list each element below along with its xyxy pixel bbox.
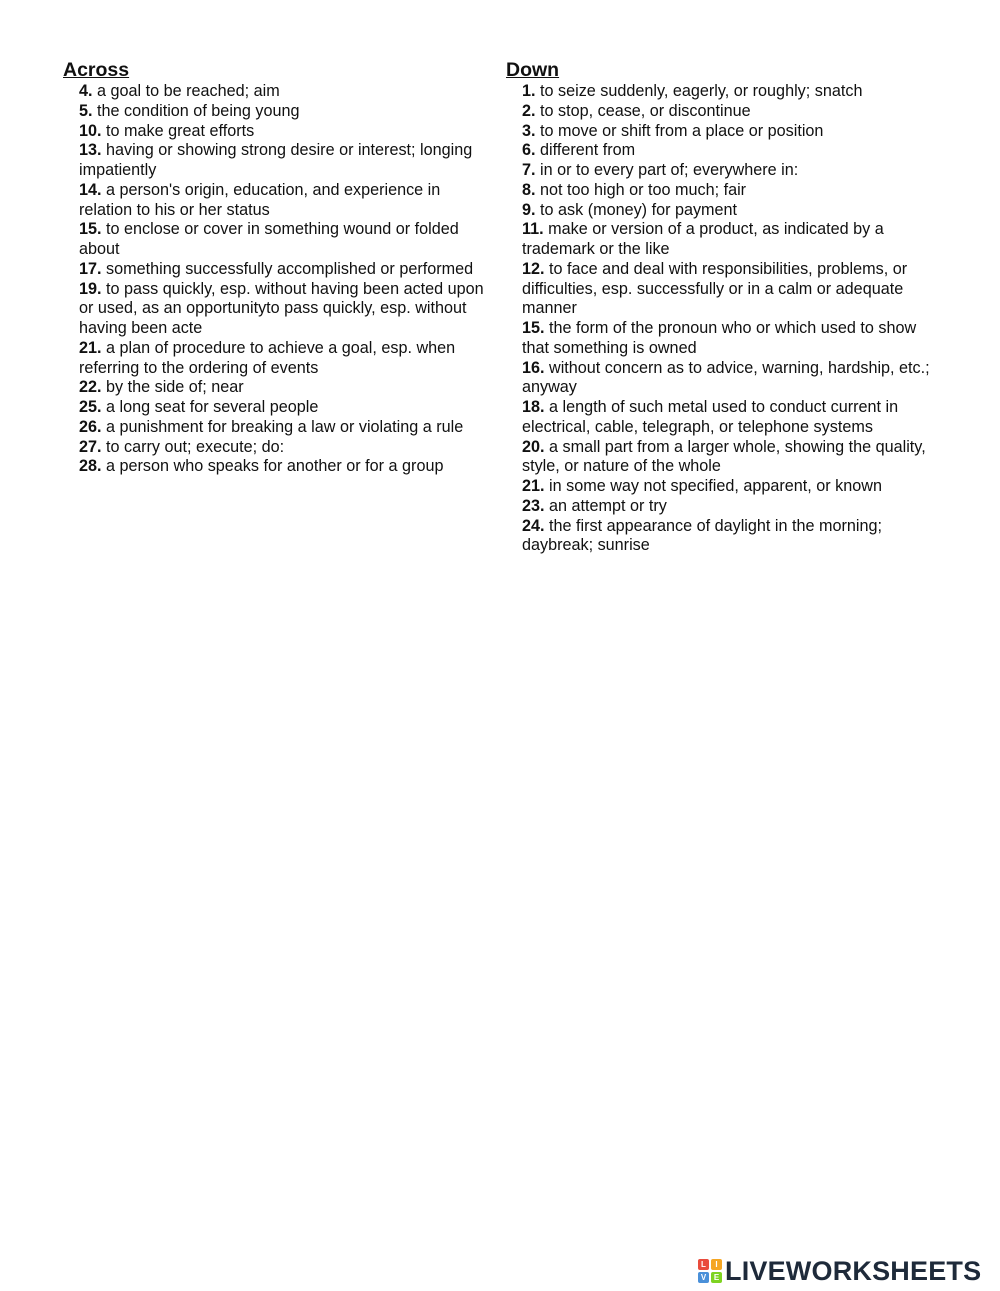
clue-text: without concern as to advice, warning, hardship, etc.; anyway [522, 358, 930, 397]
clue-number: 6. [522, 141, 536, 160]
clue-text: to move or shift from a place or position [540, 121, 824, 140]
logo-block: E [711, 1272, 722, 1283]
across-clue [79, 339, 493, 379]
across-clue [79, 122, 493, 142]
across-column [63, 58, 493, 477]
clue-number: 22. [79, 378, 102, 397]
down-clue [522, 161, 936, 181]
clue-number: 19. [79, 279, 102, 298]
logo-block: V [698, 1272, 709, 1283]
clue-text: to face and deal with responsibilities, problems, or difficulties, esp. successfully or in a calm or adequate manner [522, 259, 908, 318]
across-clue-list [63, 82, 493, 477]
clue-text: the first appearance of daylight in the morning; daybreak; sunrise [522, 516, 882, 555]
clue-number: 26. [79, 417, 102, 436]
clue-text: to seize suddenly, eagerly, or roughly; snatch [540, 82, 863, 100]
clue-number: 27. [79, 437, 102, 456]
clue-text: something successfully accomplished or performed [106, 259, 474, 278]
logo-block: I [711, 1259, 722, 1270]
liveworksheets-logo [698, 1257, 981, 1285]
clue-number: 9. [522, 200, 536, 219]
clue-text: the form of the pronoun who or which used to show that something is owned [522, 319, 917, 357]
down-clue [522, 122, 936, 142]
clue-number: 1. [522, 82, 536, 100]
clue-text: to enclose or cover in something wound or folded about [79, 220, 459, 258]
clue-text: having or showing strong desire or interest; longing impatiently [79, 141, 473, 179]
down-clue [522, 201, 936, 221]
down-clue [522, 102, 936, 122]
clue-text: a small part from a larger whole, showing the quality, style, or nature of the whole [522, 437, 926, 476]
clue-text: different from [540, 141, 636, 160]
down-clue [522, 319, 936, 359]
clue-text: to stop, cease, or discontinue [540, 101, 751, 120]
clue-number: 10. [79, 121, 102, 140]
clue-number: 15. [522, 319, 545, 337]
clue-number: 28. [79, 457, 102, 476]
clue-text: to carry out; execute; do: [106, 437, 285, 456]
logo-block: L [698, 1259, 709, 1270]
down-clue [522, 359, 936, 399]
clue-number: 2. [522, 101, 536, 120]
clue-text: make or version of a product, as indicated by a trademark or the like [522, 220, 884, 258]
clue-text: to make great efforts [106, 121, 255, 140]
down-clue [522, 220, 936, 260]
clue-number: 18. [522, 398, 545, 416]
clue-number: 23. [522, 496, 545, 515]
clue-number: 3. [522, 121, 536, 140]
clue-number: 16. [522, 358, 545, 377]
clue-text: an attempt or try [549, 496, 667, 515]
across-clue [79, 418, 493, 438]
down-clue [522, 82, 936, 102]
down-heading: Down [506, 59, 560, 81]
clue-number: 8. [522, 180, 536, 199]
across-heading: Across [63, 59, 130, 81]
logo-text: LIVEWORKSHEETS [725, 1256, 982, 1286]
clue-number: 17. [79, 259, 102, 278]
down-clue [522, 497, 936, 517]
clue-number: 24. [522, 516, 545, 535]
clue-text: a punishment for breaking a law or violating a rule [106, 417, 464, 436]
clue-number: 13. [79, 141, 102, 160]
clue-number: 21. [522, 477, 545, 495]
across-clue [79, 220, 493, 260]
clue-text: not too high or too much; fair [540, 180, 747, 199]
clue-text: to pass quickly, esp. without having been acted upon or used, as an opportunityto pass quickly, esp. without having been acte [79, 279, 484, 337]
clue-text: by the side of; near [106, 378, 244, 397]
clue-text: in or to every part of; everywhere in: [540, 161, 799, 179]
across-clue [79, 398, 493, 418]
clue-number: 20. [522, 437, 545, 456]
across-clue [79, 181, 493, 221]
across-clue [79, 82, 493, 102]
down-clue [522, 517, 936, 557]
clue-number: 21. [79, 338, 102, 357]
across-clue [79, 457, 493, 477]
clue-text: to ask (money) for payment [540, 200, 738, 219]
clue-text: a long seat for several people [106, 398, 319, 416]
across-clue [79, 378, 493, 398]
down-clue [522, 260, 936, 319]
down-clue [522, 181, 936, 201]
clue-text: a goal to be reached; aim [97, 82, 280, 100]
across-clue [79, 141, 493, 181]
clue-number: 4. [79, 82, 93, 100]
down-clue [522, 477, 936, 497]
across-clue [79, 102, 493, 122]
clue-number: 12. [522, 259, 545, 278]
clue-number: 25. [79, 398, 102, 416]
clue-number: 15. [79, 220, 102, 239]
clue-number: 14. [79, 180, 102, 199]
down-clue [522, 438, 936, 478]
clue-text: the condition of being young [97, 101, 300, 120]
clue-text: a person's origin, education, and experience in relation to his or her status [79, 180, 441, 219]
clue-number: 5. [79, 101, 93, 120]
clue-number: 11. [522, 220, 544, 239]
clue-text: a person who speaks for another or for a group [106, 457, 444, 476]
down-clue [522, 398, 936, 438]
clue-text: a plan of procedure to achieve a goal, esp. when referring to the ordering of events [79, 338, 456, 377]
clue-text: a length of such metal used to conduct current in electrical, cable, telegraph, or telephone systems [522, 398, 899, 436]
clue-number: 7. [522, 161, 536, 179]
across-clue [79, 438, 493, 458]
down-column [506, 58, 936, 556]
down-clue [522, 141, 936, 161]
down-clue-list [506, 82, 936, 556]
logo-blocks [698, 1259, 722, 1283]
across-clue [79, 280, 493, 339]
across-clue [79, 260, 493, 280]
clue-text: in some way not specified, apparent, or known [549, 477, 882, 495]
